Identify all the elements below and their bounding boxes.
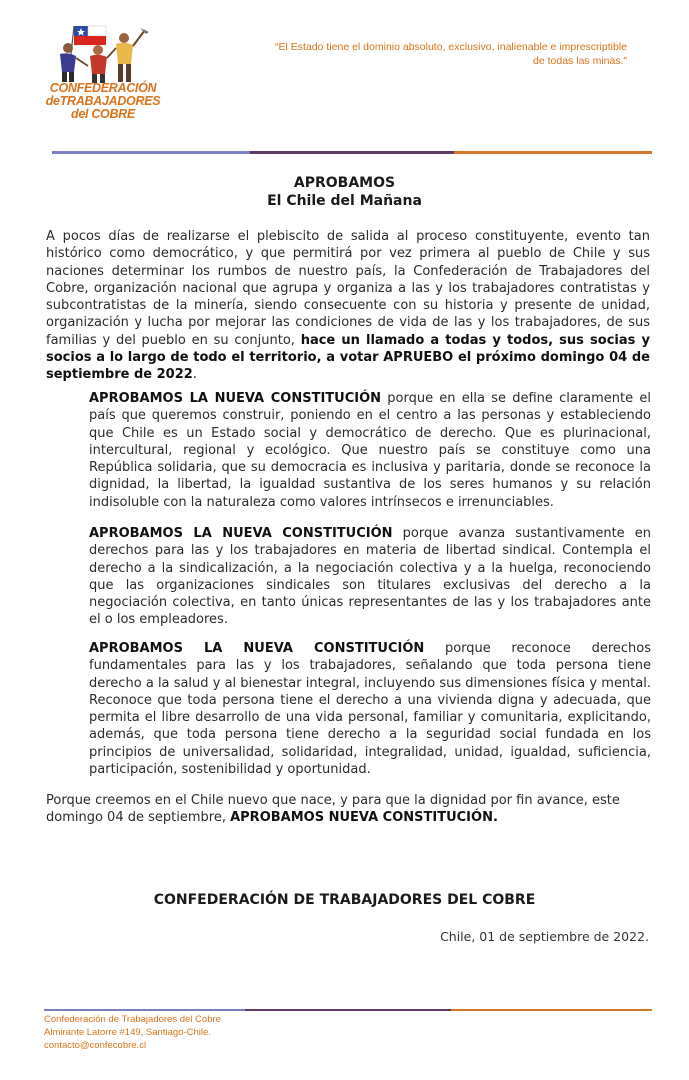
dateline: Chile, 01 de septiembre de 2022. — [440, 929, 649, 944]
footer-address: Almirante Latorre #149, Santiago-Chile. — [44, 1027, 211, 1038]
point-paragraph — [89, 640, 651, 778]
header-quote — [247, 40, 627, 68]
point-text: porque en ella se define claramente el país que queremos construir, poniendo en el centro a las personas y estableciendo que Chile es un Estado social y democrático de derecho. Que es plurinacional, intercultural, regional y ecológico. Que nuestro país se constituye como una República solidaria, que su democracia es inclusiva y paritaria, donde se reconoce la dignidad, la libertad, la igualdad sustantiva de los seres humanos y su relación indisoluble con la naturaleza como valores intrínsecos e irrenunciables. — [89, 391, 651, 510]
point-lead: APROBAMOS LA NUEVA CONSTITUCIÓN — [89, 391, 382, 406]
logo-wordmark — [44, 82, 162, 121]
quote-line: “El Estado tiene el dominio absoluto, exclusivo, inalienable e imprescriptible — [275, 41, 627, 53]
logo-line: CONFEDERACIÓN — [49, 81, 157, 95]
intro-text: A pocos días de realizarse el plebiscito de salida al proceso constituyente, evento tan histórico como democrático, y que permitirá por vez primera al pueblo de Chile y sus naciones determinar los rumbos de nuestro país, la Confederación de Trabajadores del Cobre, organización nacional que agrupa y organiza a las y los trabajadores contratistas y subcontratistas de la minería, siendo consecuente con su historia y presente de unidad, organización y lucha por mejorar las condiciones de vida de las y los trabajadores, de sus familias y del pueblo en su conjunto, — [46, 229, 650, 348]
document-title: APROBAMOS — [293, 175, 396, 191]
closing-bold: APROBAMOS NUEVA CONSTITUCIÓN. — [230, 810, 498, 826]
closing-text: Porque creemos en el Chile nuevo que nace, y para que la dignidad por fin avance, este domingo 04 de septiembre, — [46, 793, 620, 826]
footer-email[interactable]: contacto@confecobre.cl — [44, 1040, 147, 1051]
document-subtitle: El Chile del Mañana — [267, 193, 422, 209]
intro-paragraph — [46, 228, 650, 384]
header-divider — [52, 151, 652, 154]
closing-paragraph — [46, 792, 650, 827]
intro-call-to-action: hace un llamado a todas y todos, sus socias y socios a lo largo de todo el territorio, a votar APRUEBO el próximo domingo 04 de septiembre de 2022 — [46, 332, 650, 383]
signature: CONFEDERACIÓN DE TRABAJADORES DEL COBRE — [153, 892, 536, 908]
point-lead: APROBAMOS LA NUEVA CONSTITUCIÓN — [89, 641, 425, 656]
point-lead: APROBAMOS LA NUEVA CONSTITUCIÓN — [89, 526, 393, 541]
confederation-logo — [44, 24, 162, 132]
footer-divider — [44, 1009, 652, 1011]
point-paragraph — [89, 525, 651, 629]
point-text: porque reconoce derechos fundamentales para las y los trabajadores, señalando que toda persona tiene derecho a la salud y al bienestar integral, incluyendo sus dimensiones física y mental. Reconoce que toda persona tiene el derecho a una vivienda digna y adecuada, que permita el libre desarrollo de una vida personal, familiar y comunitaria, explicitando, además, que toda persona tiene derecho a la seguridad social fundada en los principios de universalidad, solidaridad, integralidad, unidad, igualdad, suficiencia, participación, sostenibilidad y oportunidad. — [89, 641, 651, 778]
intro-end: . — [192, 367, 197, 383]
footer-contact — [44, 1013, 221, 1052]
logo-line: deTRABAJADORES — [45, 94, 161, 108]
footer-org: Confederación de Trabajadores del Cobre — [44, 1014, 221, 1025]
quote-line: de todas las minas.” — [533, 55, 627, 67]
workers-illustration-icon — [50, 24, 150, 84]
point-paragraph — [89, 390, 651, 511]
logo-line: del COBRE — [71, 107, 135, 121]
point-text: porque avanza sustantivamente en derechos para las y los trabajadores en materia de libertad sindical. Contempla el derecho a la sindicalización, a la negociación colectiva y a la huelga, reconociendo que las organizaciones sindicales son titulares exclusivas del derecho a la negociación colectiva, en tanto únicas representantes de las y los trabajadores ante el o los empleadores. — [89, 526, 651, 628]
